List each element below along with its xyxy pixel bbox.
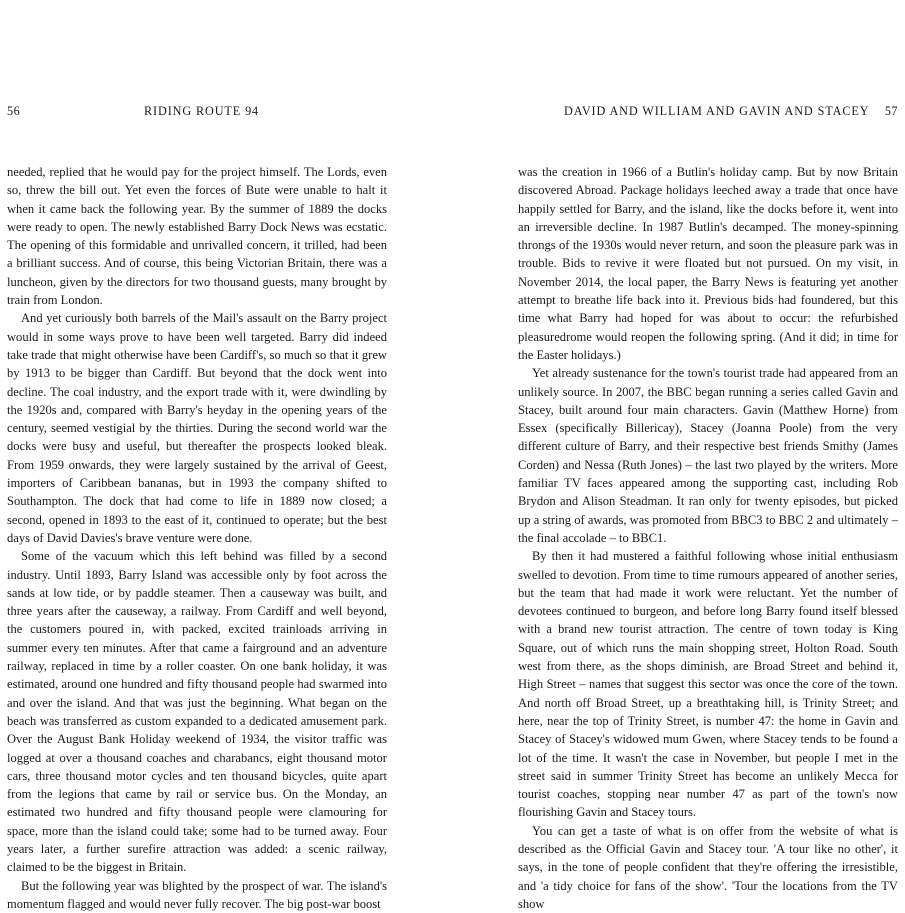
running-title: DAVID AND WILLIAM AND GAVIN AND STACEY [564,104,870,118]
paragraph: Yet already sustenance for the town's tourist trade had appeared from an unlikely source. In 2007, the BBC began running a series called Gavin and Stacey, built around four main characters. Gavin (Matthew Horne) from Essex (specifically Billericay), Stacey (Joanna Poole) from the very different culture of Barry, and their respective best friends Smithy (James Corden) and Nessa (Ruth Jones) – the last two played by the writers. More familiar TV faces appeared among the supporting cast, including Rob Brydon and Alison Steadman. It ran only for twenty episodes, but picked up a string of awards, was promoted from BBC3 to BBC 2 and ultimately – the final accolade – to BBC1. [518,366,898,545]
page-number: 57 [884,104,898,118]
left-body-text [7,163,387,913]
paragraph: But the following year was blighted by the prospect of war. The island's momentum flagged and would never fully recover. The big post-war boost [7,878,387,911]
page-number: 56 [7,104,21,118]
left-running-head [7,103,387,119]
right-page [518,0,898,911]
paragraph: You can get a taste of what is on offer from the website of what is described as the Official Gavin and Stacey tour. 'A tour like no other', it says, in the tone of people confident that they're offering the irresistible, and 'a tidy choice for fans of the show'. 'Tour the locations from the TV show [518,823,898,911]
paragraph: was the creation in 1966 of a Butlin's holiday camp. But by now Britain discovered Abroad. Package holidays leeched away a trade that once have happily settled for Barry, and the island, like the docks before it, went into an irreversible decline. In 1987 Butlin's decamped. The money-spinning throngs of the 1930s would never return, and soon the pleasure park was in trouble. Bids to revive it were floated but not pursued. On my visit, in November 2014, the local paper, the Barry News is featuring yet another attempt to breathe life back into it. Previous bids had foundered, but this time what Barry had hoped for was about to occur: the refurbished pleasuredrome would reopen the following spring. (And it did; in time for the Easter holidays.) [518,165,898,362]
right-body-text [518,163,898,913]
right-running-head [518,103,898,119]
running-title: RIDING ROUTE 94 [144,104,260,118]
paragraph: By then it had mustered a faithful following whose initial enthusiasm swelled to devotion. From time to time rumours appeared of another series, but the team that had made it work were reluctant. Yet the number of devotees continued to burgeon, and before long Barry found itself blessed with a brand new tourist attraction. The centre of town today is King Square, out of which runs the main shopping street, Holton Road. South west from there, as the shops diminish, are Broad Street and behind it, High Street – names that suggest this sector was once the core of the town. And north off Broad Street, up a breathtaking hill, is Trinity Street; and here, near the top of Trinity Street, is number 47: the home in Gavin and Stacey of Stacey's widowed mum Gwen, where Stacey tends to be found a lot of the time. It wasn't the case in November, but people I met in the street said in summer Trinity Street has become an unlikely Mecca for tourist coaches, stopping near number 47 as part of the town's now flourishing Gavin and Stacey tours. [518,549,898,820]
paragraph: And yet curiously both barrels of the Mail's assault on the Barry project would in some ways prove to have been well targeted. Barry did indeed take trade that might otherwise have been Cardiff's, so much so that it grew by 1913 to be bigger than Cardiff. But beyond that the dock went into decline. The coal industry, and the export trade with it, were dwindling by the 1920s and, compared with Barry's heyday in the opening years of the century, seemed vestigial by the thirties. During the second world war the docks were busy and useful, but thereafter the prospects looked bleak. From 1959 onwards, they were largely sustained by the arrival of Geest, importers of Caribbean bananas, but in 1993 the company shifted to Southampton. The dock that had come to life in 1889 now closed; a second, opened in 1893 to the east of it, continued to operate; but the best days of David Davies's brave venture were done. [7,311,387,545]
paragraph: needed, replied that he would pay for the project himself. The Lords, even so, threw the bill out. Yet even the forces of Bute were unable to halt it when it came back the following year. By the summer of 1889 the docks were ready to open. The newly established Barry Dock News was ecstatic. The opening of this formidable and unrivalled concern, it trilled, had been a brilliant success. And of course, this being Victorian Britain, there was a luncheon, given by the directors for two thousand guests, many brought by train from London. [7,165,387,308]
paragraph: Some of the vacuum which this left behind was filled by a second industry. Until 1893, Barry Island was accessible only by foot across the sands at low tide, or by paddle steamer. Then a causeway was built, and three years after the causeway, a railway. From Cardiff and well beyond, the customers poured in, with packed, excited trainloads arriving in summer every ten minutes. After that came a fairground and an adventure railway, replaced in time by a roller coaster. On one bank holiday, it was estimated, around one hundred and fifty thousand people had swarmed into and over the island. And that was just the beginning. What began on the beach was transferred as custom expanded to a dedicated amusement park. Over the August Bank Holiday weekend of 1934, the visitor traffic was logged at over a thousand coaches and charabancs, eight thousand motor cars, three thousand motor cycles and ten thousand bicycles, quite apart from the legions that came by rail or service bus. On the Monday, an estimated two hundred and fifty thousand people were clamouring for space, more than the island could take; some had to be turned away. Four years later, a further surefire attraction was added: a scenic railway, claimed to be the biggest in Britain. [7,549,387,875]
left-page [7,0,387,911]
